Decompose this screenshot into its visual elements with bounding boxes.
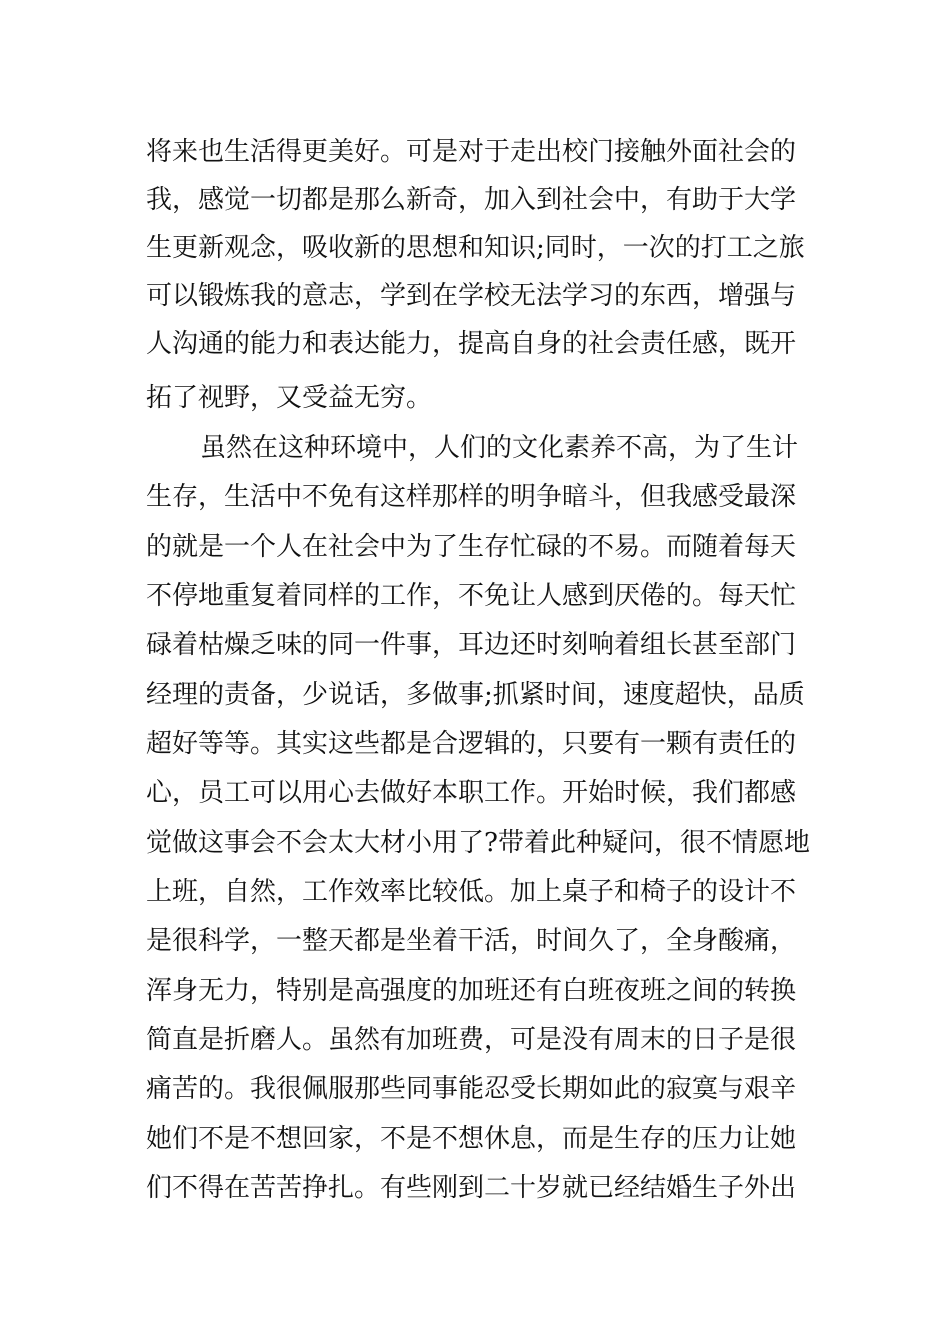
text-line: 的就是一个人在社会中为了生存忙碌的不易。而随着每天 [146, 532, 797, 562]
text-line: 痛苦的。我很佩服那些同事能忍受长期如此的寂寞与艰辛 [146, 1074, 797, 1104]
text-line: 可以锻炼我的意志，学到在学校无法学习的东西，增强与 [146, 281, 797, 311]
text-line: 浑身无力，特别是高强度的加班还有白班夜班之间的转换 [146, 976, 797, 1006]
text-line: 我，感觉一切都是那么新奇，加入到社会中，有助于大学 [146, 185, 797, 215]
text-line: 经理的责备，少说话，多做事;抓紧时间，速度超快，品质 [146, 680, 805, 710]
text-line: 生更新观念，吸收新的思想和知识;同时，一次的打工之旅 [146, 233, 805, 263]
text-line: 超好等等。其实这些都是合逻辑的，只要有一颗有责任的 [146, 729, 797, 759]
text-line: 生存，生活中不免有这样那样的明争暗斗，但我感受最深 [146, 482, 797, 512]
text-line: 上班，自然，工作效率比较低。加上桌子和椅子的设计不 [146, 877, 797, 907]
text-line: 拓了视野，又受益无穷。 [146, 383, 433, 413]
text-line: 简直是折磨人。虽然有加班费，可是没有周末的日子是很 [146, 1025, 797, 1055]
paragraph-first-line: 虽然在这种环境中，人们的文化素养不高，为了生计 [200, 433, 799, 463]
text-line: 觉做这事会不会太大材小用了?带着此种疑问，很不情愿地 [146, 828, 810, 858]
text-line: 们不得在苦苦挣扎。有些刚到二十岁就已经结婚生子外出 [146, 1173, 797, 1203]
text-line: 碌着枯燥乏味的同一件事，耳边还时刻响着组长甚至部门 [146, 630, 797, 660]
text-line: 不停地重复着同样的工作，不免让人感到厌倦的。每天忙 [146, 581, 797, 611]
text-line: 人沟通的能力和表达能力，提高自身的社会责任感，既开 [146, 329, 797, 359]
text-line: 是很科学，一整天都是坐着干活，时间久了，全身酸痛， [146, 926, 797, 956]
text-line: 她们不是不想回家，不是不想休息，而是生存的压力让她 [146, 1124, 797, 1154]
text-line: 将来也生活得更美好。可是对于走出校门接触外面社会的 [146, 137, 797, 167]
text-line: 心，员工可以用心去做好本职工作。开始时候，我们都感 [146, 778, 797, 808]
